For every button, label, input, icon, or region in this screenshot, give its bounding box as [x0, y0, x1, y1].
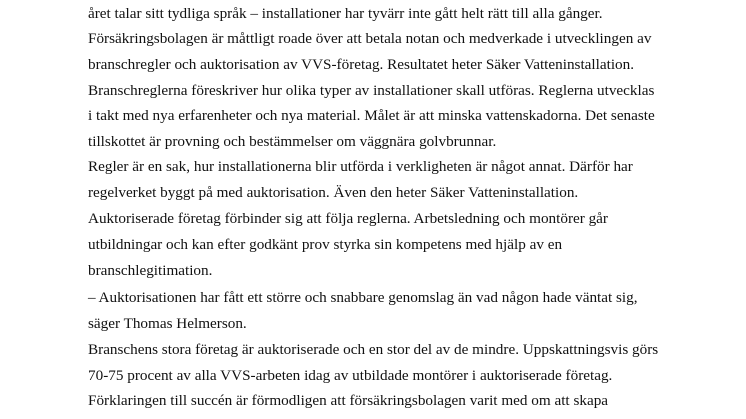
text-line: Branschens stora företag är auktoriserade och en stor del av de mindre. Uppskattningsvis görs: [88, 341, 659, 358]
text-line: Regler är en sak, hur installationerna blir utförda i verkligheten är något annat. Därför har: [88, 158, 633, 175]
text-line: utbildningar och kan efter godkänt prov styrka sin kompetens med hjälp av en: [88, 236, 563, 253]
text-line: – Auktorisationen har fått ett större och snabbare genomslag än vad någon hade väntat sig,: [88, 289, 638, 306]
text-line: Auktoriserade företag förbinder sig att följa reglerna. Arbetsledning och montörer går: [88, 210, 608, 227]
text-line: branschregler och auktorisation av VVS-företag. Resultatet heter Säker Vatteninstallation.: [88, 56, 635, 73]
text-line: säger Thomas Helmerson.: [88, 315, 247, 332]
text-line: Branschreglerna föreskriver hur olika typer av installationer skall utföras. Reglerna utvecklas: [88, 82, 655, 99]
text-line: branschlegitimation.: [88, 262, 213, 279]
text-line: regelverket byggt på med auktorisation. Även den heter Säker Vatteninstallation.: [88, 184, 579, 201]
text-line: 70-75 procent av alla VVS-arbeten idag av utbildade montörer i auktoriserade företag.: [88, 367, 613, 384]
text-line: året talar sitt tydliga språk – installationer har tyvärr inte gått helt rätt till alla gånger.: [88, 5, 603, 22]
text-line: i takt med nya erfarenheter och nya material. Målet är att minska vattenskadorna. Det senaste: [88, 107, 655, 124]
text-line: Förklaringen till succén är förmodligen att försäkringsbolagen varit med om att skapa: [88, 392, 609, 409]
text-line: tillskottet är provning och bestämmelser om väggnära golvbrunnar.: [88, 133, 497, 150]
text-line: Försäkringsbolagen är måttligt roade över att betala notan och medverkade i utvecklingen av: [88, 30, 652, 47]
